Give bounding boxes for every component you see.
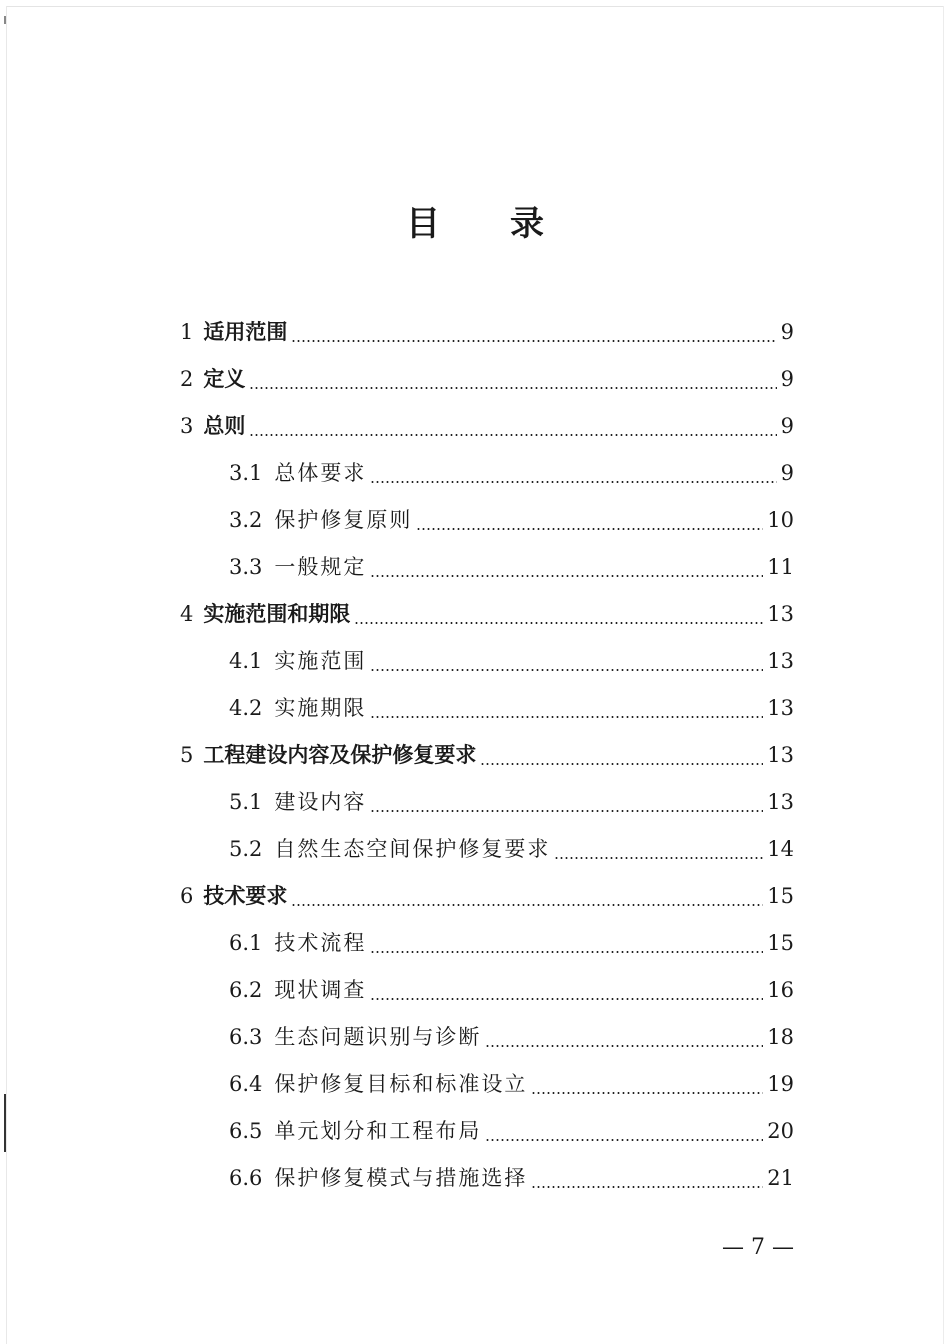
page-title: 目录 xyxy=(406,204,614,244)
toc-entry-label: 一般规定 xyxy=(274,555,367,579)
toc-dot-leader xyxy=(416,528,763,530)
toc-entry xyxy=(229,1064,794,1104)
toc-entry-number: 3.2 xyxy=(229,508,263,532)
toc-entry-label: 实施范围 xyxy=(274,649,367,673)
toc-entry xyxy=(229,547,794,587)
toc-entry xyxy=(180,594,794,634)
toc-entry-label: 总则 xyxy=(203,414,246,438)
toc-dot-leader xyxy=(480,763,763,765)
toc-entry-label: 适用范围 xyxy=(203,320,288,344)
toc-entry-number: 3.1 xyxy=(229,461,263,485)
toc-entry-label: 单元划分和工程布局 xyxy=(274,1119,482,1143)
toc-dot-leader xyxy=(249,434,776,436)
toc-entry-label: 工程建设内容及保护修复要求 xyxy=(203,743,477,767)
toc-entry-label: 生态问题识别与诊断 xyxy=(274,1025,482,1049)
toc-entry xyxy=(180,312,794,352)
toc-entry-number: 1 xyxy=(180,320,194,344)
toc-entry-page: 15 xyxy=(767,884,794,908)
toc-entry-number: 3.3 xyxy=(229,555,263,579)
toc-entry-page: 14 xyxy=(767,837,794,861)
toc-entry xyxy=(180,406,794,446)
toc-entry-number: 3 xyxy=(180,414,194,438)
toc-entry xyxy=(229,453,794,493)
toc-entry xyxy=(180,359,794,399)
toc-entry-page: 13 xyxy=(767,649,794,673)
toc-dot-leader xyxy=(370,481,776,483)
toc-dot-leader xyxy=(370,716,763,718)
toc-entry-page: 13 xyxy=(767,790,794,814)
toc-entry-label: 现状调查 xyxy=(274,978,367,1002)
toc-entry-number: 6.6 xyxy=(229,1166,263,1190)
toc-entry-label: 保护修复目标和标准设立 xyxy=(274,1072,528,1096)
toc-entry-number: 4.1 xyxy=(229,649,263,673)
toc-entry-label: 实施期限 xyxy=(274,696,367,720)
toc-entry-page: 19 xyxy=(767,1072,794,1096)
toc-dot-leader xyxy=(370,810,763,812)
toc-entry xyxy=(229,641,794,681)
toc-entry-page: 11 xyxy=(767,555,794,579)
toc-entry-page: 13 xyxy=(767,696,794,720)
toc-dot-leader xyxy=(554,857,763,859)
toc-entry-page: 16 xyxy=(767,978,794,1002)
toc-entry-page: 9 xyxy=(780,414,794,438)
toc-entry-page: 18 xyxy=(767,1025,794,1049)
toc-dot-leader xyxy=(370,669,763,671)
toc-dot-leader xyxy=(249,387,776,389)
toc-entry-page: 10 xyxy=(767,508,794,532)
toc-dot-leader xyxy=(531,1092,763,1094)
toc-entry-page: 13 xyxy=(767,743,794,767)
toc-entry xyxy=(229,782,794,822)
toc-entry-label: 保护修复模式与措施选择 xyxy=(274,1166,528,1190)
toc-entry-page: 20 xyxy=(767,1119,794,1143)
toc-entry-number: 6.4 xyxy=(229,1072,263,1096)
toc-dot-leader xyxy=(370,998,763,1000)
toc-entry-number: 2 xyxy=(180,367,194,391)
toc-dot-leader xyxy=(354,622,763,624)
toc-entry-label: 建设内容 xyxy=(274,790,367,814)
toc-entry-number: 6.1 xyxy=(229,931,263,955)
toc-entry-label: 保护修复原则 xyxy=(274,508,413,532)
toc-entry-label: 技术流程 xyxy=(274,931,367,955)
scan-artifact-dot xyxy=(4,16,6,24)
toc-entry xyxy=(229,829,794,869)
toc-entry-label: 定义 xyxy=(203,367,246,391)
toc-entry-page: 13 xyxy=(767,602,794,626)
toc-dot-leader xyxy=(291,340,776,342)
toc-entry xyxy=(229,500,794,540)
page-edge-top xyxy=(6,6,944,7)
toc-entry xyxy=(229,1111,794,1151)
toc-entry-page: 9 xyxy=(780,320,794,344)
toc-dot-leader xyxy=(531,1186,763,1188)
toc-entry xyxy=(229,1017,794,1057)
toc-entry xyxy=(229,1158,794,1198)
toc-entry-number: 6 xyxy=(180,884,194,908)
toc-entry-page: 9 xyxy=(780,461,794,485)
toc-entry-number: 5 xyxy=(180,743,194,767)
toc-entry-number: 6.3 xyxy=(229,1025,263,1049)
toc-entry-number: 6.2 xyxy=(229,978,263,1002)
toc-dot-leader xyxy=(370,951,763,953)
scan-artifact-bar xyxy=(4,1094,6,1152)
toc-dot-leader xyxy=(291,904,763,906)
toc-entry-number: 4 xyxy=(180,602,194,626)
toc-entry-label: 总体要求 xyxy=(274,461,367,485)
toc-dot-leader xyxy=(370,575,763,577)
toc-entry-label: 技术要求 xyxy=(203,884,288,908)
toc-dot-leader xyxy=(485,1139,763,1141)
toc-entry-number: 4.2 xyxy=(229,696,263,720)
toc-entry-number: 5.2 xyxy=(229,837,263,861)
toc-entry-page: 15 xyxy=(767,931,794,955)
toc-entry-number: 6.5 xyxy=(229,1119,263,1143)
toc-entry-number: 5.1 xyxy=(229,790,263,814)
page-number: — 7 — xyxy=(722,1235,794,1260)
toc-entry xyxy=(180,735,794,775)
toc-dot-leader xyxy=(485,1045,763,1047)
toc-entry xyxy=(229,923,794,963)
toc-entry-page: 9 xyxy=(780,367,794,391)
toc-entry-label: 自然生态空间保护修复要求 xyxy=(274,837,551,861)
toc-entry xyxy=(229,970,794,1010)
toc-entry xyxy=(180,876,794,916)
toc-entry-label: 实施范围和期限 xyxy=(203,602,351,626)
toc-entry xyxy=(229,688,794,728)
toc-entry-page: 21 xyxy=(767,1166,794,1190)
